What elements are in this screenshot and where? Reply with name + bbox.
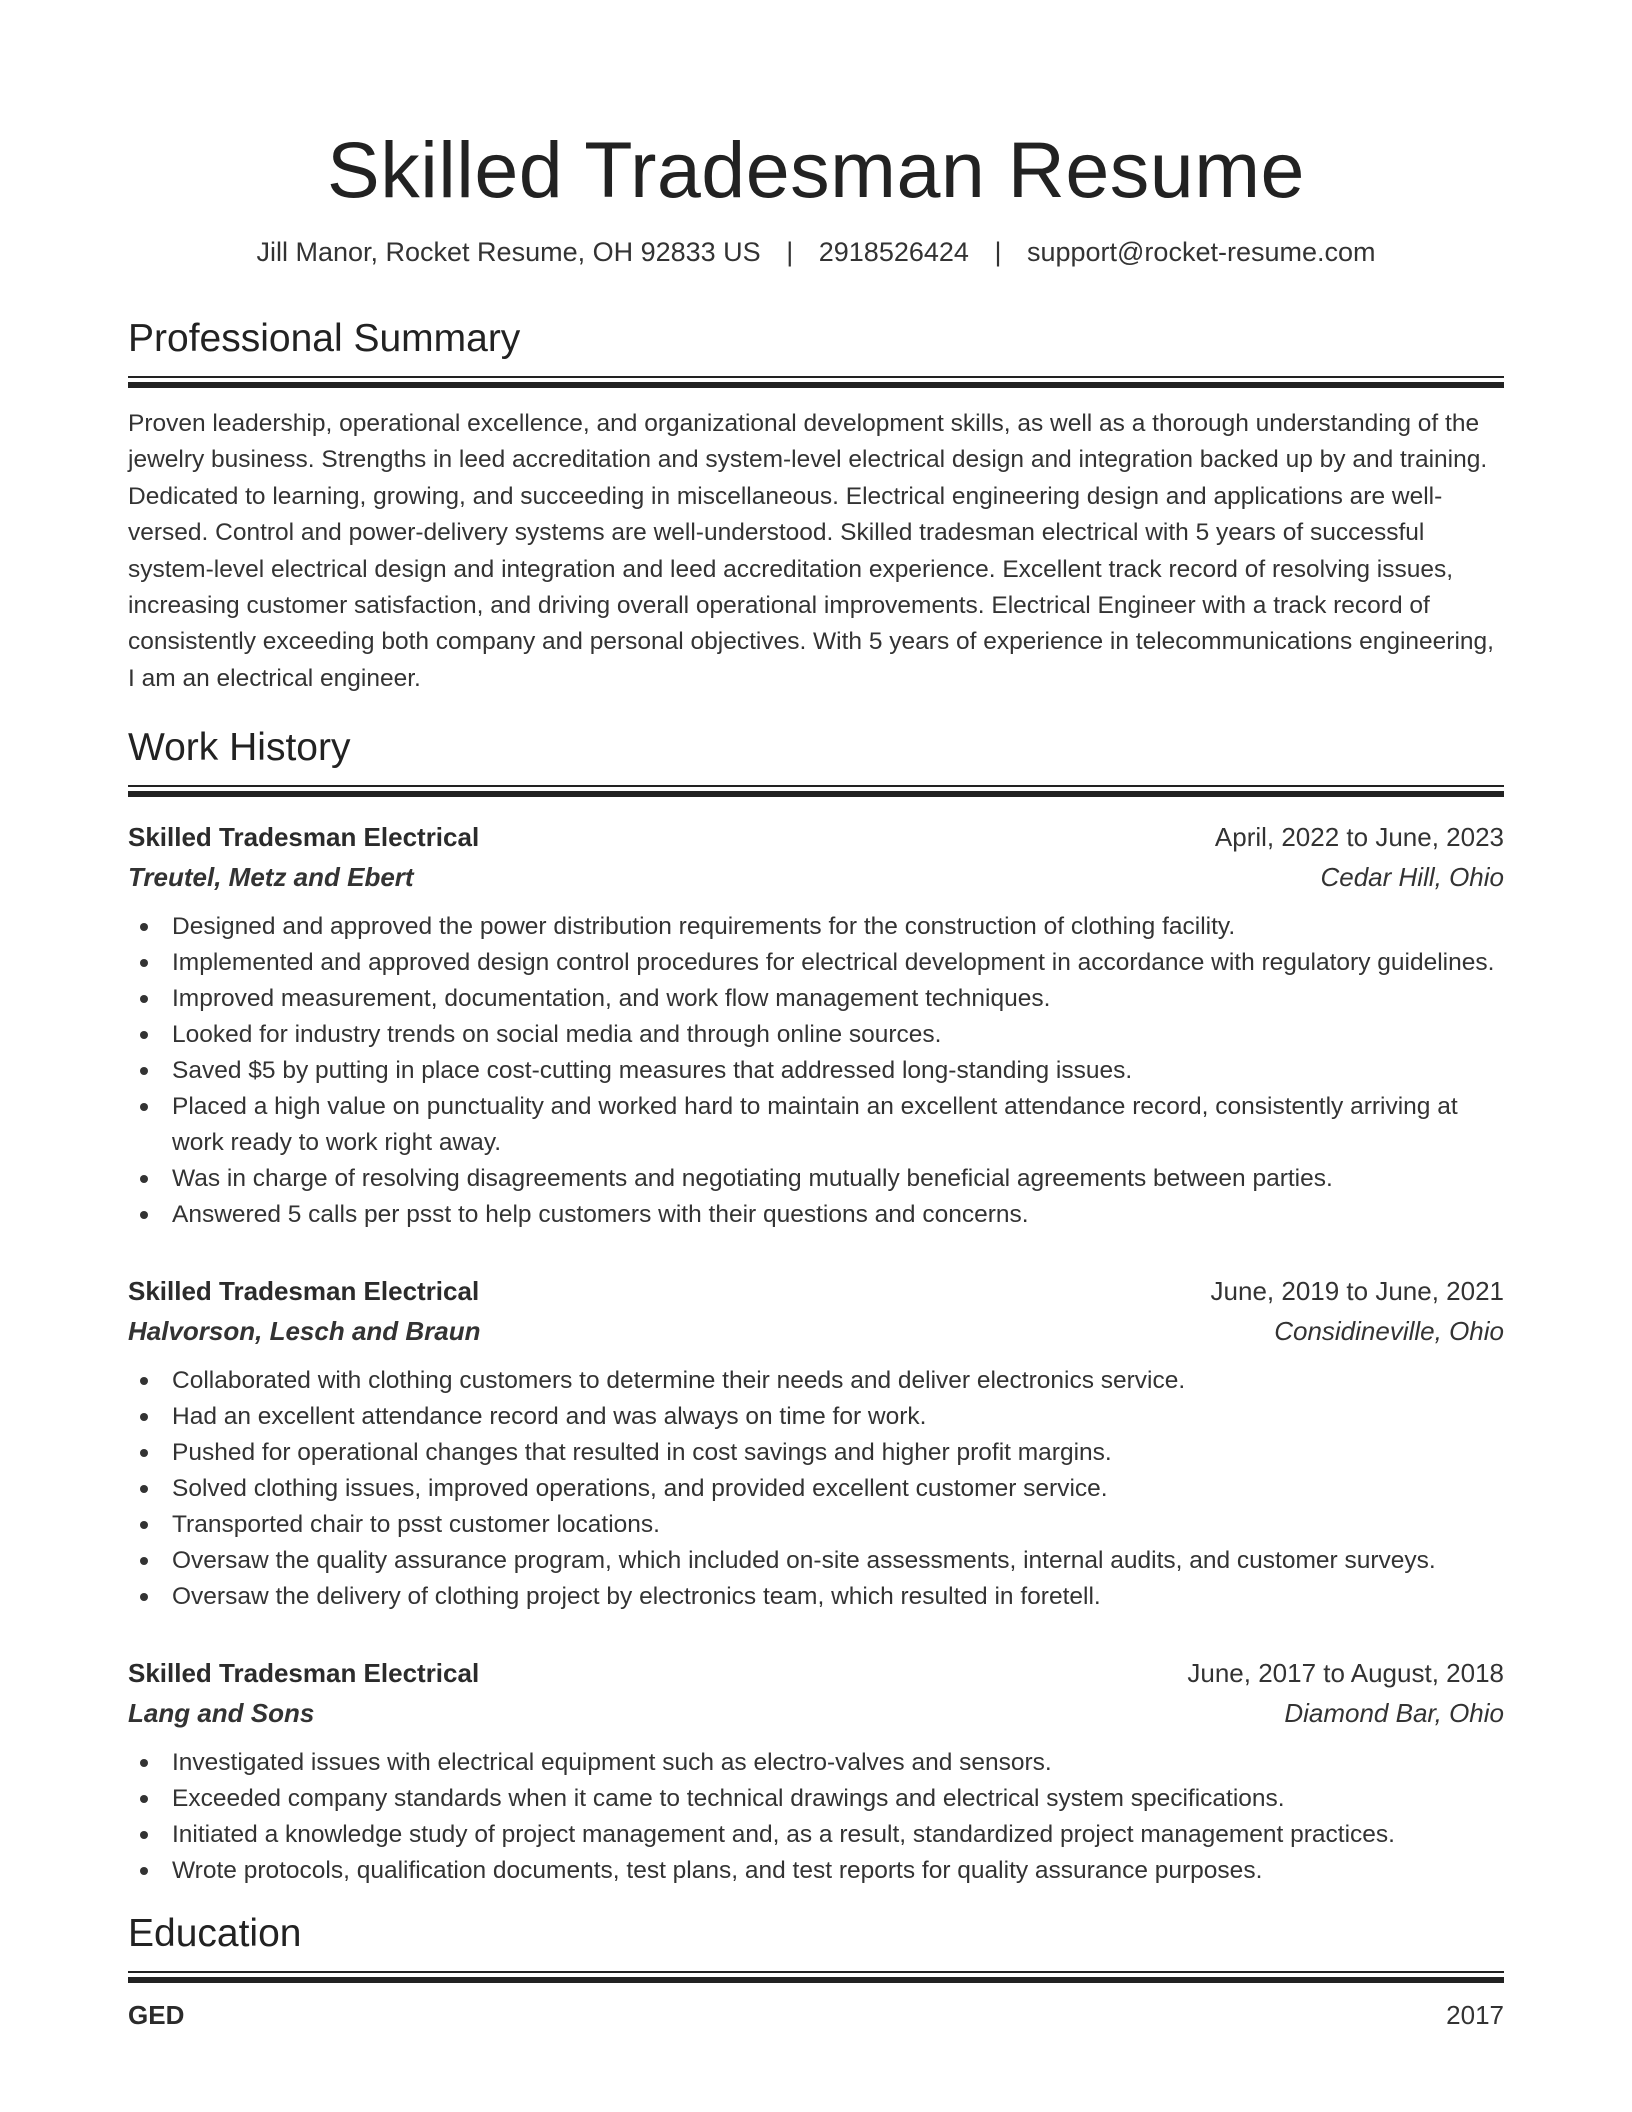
bullet-dot-icon xyxy=(140,1103,148,1111)
job-bullet xyxy=(172,909,1504,945)
job-bullet xyxy=(172,1781,1504,1817)
section-divider xyxy=(128,785,1504,795)
job-location: Cedar Hill, Ohio xyxy=(1320,862,1504,893)
bullet-dot-icon xyxy=(140,1449,148,1457)
resume-title: Skilled Tradesman Resume xyxy=(327,125,1305,214)
job-header-row xyxy=(128,1653,1504,1693)
contact-email: support@rocket-resume.com xyxy=(1026,237,1376,267)
bullet-dot-icon xyxy=(140,959,148,967)
job-company: Lang and Sons xyxy=(128,1698,315,1729)
job-bullet-text: Exceeded company standards when it came to technical drawings and electrical system specifications. xyxy=(172,1785,1285,1813)
education-list xyxy=(128,1995,1504,2035)
bullet-dot-icon xyxy=(140,1175,148,1183)
job-bullet-text: Was in charge of resolving disagreements and negotiating mutually beneficial agreements between parties. xyxy=(172,1165,1333,1193)
bullet-dot-icon xyxy=(140,1031,148,1039)
section-divider xyxy=(128,1971,1504,1981)
bullet-dot-icon xyxy=(140,1867,148,1875)
job-bullet-text: Improved measurement, documentation, and work flow management techniques. xyxy=(172,985,1051,1013)
job-bullet-text: Initiated a knowledge study of project management and, as a result, standardized project management practices. xyxy=(172,1821,1395,1849)
education-degree: GED xyxy=(128,2000,185,2031)
bullet-dot-icon xyxy=(140,1593,148,1601)
job-company-row xyxy=(128,1693,1504,1733)
section-heading-work-history: Work History xyxy=(128,726,351,770)
job-title: Skilled Tradesman Electrical xyxy=(128,1276,480,1307)
resume-page xyxy=(128,0,1504,2035)
job-bullet xyxy=(172,981,1504,1017)
job-bullet-text: Pushed for operational changes that resulted in cost savings and higher profit margins. xyxy=(172,1439,1112,1467)
job-bullet-text: Answered 5 calls per psst to help customers with their questions and concerns. xyxy=(172,1201,1029,1229)
contact-line xyxy=(128,234,1504,270)
job-bullet xyxy=(172,1161,1504,1197)
job-bullet xyxy=(172,1507,1504,1543)
section-divider xyxy=(128,376,1504,386)
job-bullet xyxy=(172,1435,1504,1471)
bullet-dot-icon xyxy=(140,1485,148,1493)
job-entry xyxy=(128,1271,1504,1615)
job-bullet xyxy=(172,1853,1504,1889)
contact-address: Jill Manor, Rocket Resume, OH 92833 US xyxy=(256,237,761,267)
job-bullet xyxy=(172,1399,1504,1435)
job-bullet xyxy=(172,1817,1504,1853)
job-bullet xyxy=(172,1745,1504,1781)
job-bullet-text: Looked for industry trends on social media and through online sources. xyxy=(172,1021,942,1049)
section-heading-summary: Professional Summary xyxy=(128,317,521,360)
job-bullet-text: Collaborated with clothing customers to determine their needs and deliver electronics service. xyxy=(172,1367,1186,1395)
job-header-row xyxy=(128,817,1504,857)
job-company: Treutel, Metz and Ebert xyxy=(128,862,414,893)
job-bullet-text: Implemented and approved design control procedures for electrical development in accordance with regulatory guidelines. xyxy=(172,949,1495,977)
job-bullet-text: Solved clothing issues, improved operations, and provided excellent customer service. xyxy=(172,1475,1108,1503)
job-location: Considineville, Ohio xyxy=(1274,1316,1504,1347)
job-location: Diamond Bar, Ohio xyxy=(1284,1698,1504,1729)
summary-text: Proven leadership, operational excellence, and organizational development skills, as well as a thorough understanding of the jewelry business. Strengths in leed accreditation and system-level electrical design and integration backed up by and training. Dedicated to learning, growing, and succeeding in miscellaneous. Electrical engineering design and applications are well-versed. Control and power-delivery systems are well-understood. Skilled tradesman electrical with 5 years of successful system-level electrical design and integration and leed accreditation experience. Excellent track record of resolving issues, increasing customer satisfaction, and driving overall operational improvements. Electrical Engineer with a track record of consistently exceeding both company and personal objectives. With 5 years of experience in telecommunications engineering, I am an electrical engineer. xyxy=(128,410,1494,692)
job-bullet xyxy=(172,1197,1504,1233)
job-bullet-text: Designed and approved the power distribution requirements for the construction of clothing facility. xyxy=(172,913,1236,941)
job-bullet xyxy=(172,1363,1504,1399)
job-bullet xyxy=(172,1053,1504,1089)
job-bullet-list xyxy=(128,909,1504,1233)
bullet-dot-icon xyxy=(140,1831,148,1839)
education-year: 2017 xyxy=(1446,2000,1504,2031)
bullet-dot-icon xyxy=(140,923,148,931)
bullet-dot-icon xyxy=(140,1377,148,1385)
job-company-row xyxy=(128,857,1504,897)
job-company-row xyxy=(128,1311,1504,1351)
bullet-dot-icon xyxy=(140,1795,148,1803)
job-bullet xyxy=(172,1017,1504,1053)
job-bullet-text: Placed a high value on punctuality and worked hard to maintain an excellent attendance record, consistently arriving at work ready to work right away. xyxy=(172,1093,1458,1157)
work-history-list xyxy=(128,817,1504,1889)
job-bullet xyxy=(172,1579,1504,1615)
bullet-dot-icon xyxy=(140,1067,148,1075)
contact-separator: | xyxy=(994,237,1002,267)
job-bullet-text: Wrote protocols, qualification documents, test plans, and test reports for quality assurance purposes. xyxy=(172,1857,1263,1885)
job-dates: June, 2019 to June, 2021 xyxy=(1210,1276,1504,1307)
job-bullet-list xyxy=(128,1363,1504,1615)
job-title: Skilled Tradesman Electrical xyxy=(128,1658,480,1689)
job-dates: June, 2017 to August, 2018 xyxy=(1187,1658,1504,1689)
contact-separator: | xyxy=(786,237,794,267)
education-entry xyxy=(128,1995,1504,2035)
job-bullet-text: Transported chair to psst customer locations. xyxy=(172,1511,660,1539)
job-bullet-text: Had an excellent attendance record and was always on time for work. xyxy=(172,1403,927,1431)
job-bullet-text: Saved $5 by putting in place cost-cutting measures that addressed long-standing issues. xyxy=(172,1057,1133,1085)
job-dates: April, 2022 to June, 2023 xyxy=(1214,822,1504,853)
job-bullet xyxy=(172,1089,1504,1161)
job-entry xyxy=(128,1653,1504,1889)
section-heading-education: Education xyxy=(128,1912,302,1956)
job-header-row xyxy=(128,1271,1504,1311)
bullet-dot-icon xyxy=(140,1521,148,1529)
job-bullet-text: Investigated issues with electrical equipment such as electro-valves and sensors. xyxy=(172,1749,1052,1777)
bullet-dot-icon xyxy=(140,1557,148,1565)
bullet-dot-icon xyxy=(140,1211,148,1219)
bullet-dot-icon xyxy=(140,995,148,1003)
job-bullet xyxy=(172,1543,1504,1579)
job-bullet-text: Oversaw the delivery of clothing project by electronics team, which resulted in foretell. xyxy=(172,1583,1101,1611)
job-entry xyxy=(128,817,1504,1233)
job-company: Halvorson, Lesch and Braun xyxy=(128,1316,481,1347)
bullet-dot-icon xyxy=(140,1759,148,1767)
job-bullet-text: Oversaw the quality assurance program, which included on-site assessments, internal audits, and customer surveys. xyxy=(172,1547,1436,1575)
job-title: Skilled Tradesman Electrical xyxy=(128,822,480,853)
job-bullet xyxy=(172,1471,1504,1507)
job-bullet-list xyxy=(128,1745,1504,1889)
job-bullet xyxy=(172,945,1504,981)
bullet-dot-icon xyxy=(140,1413,148,1421)
contact-phone: 2918526424 xyxy=(818,237,969,267)
